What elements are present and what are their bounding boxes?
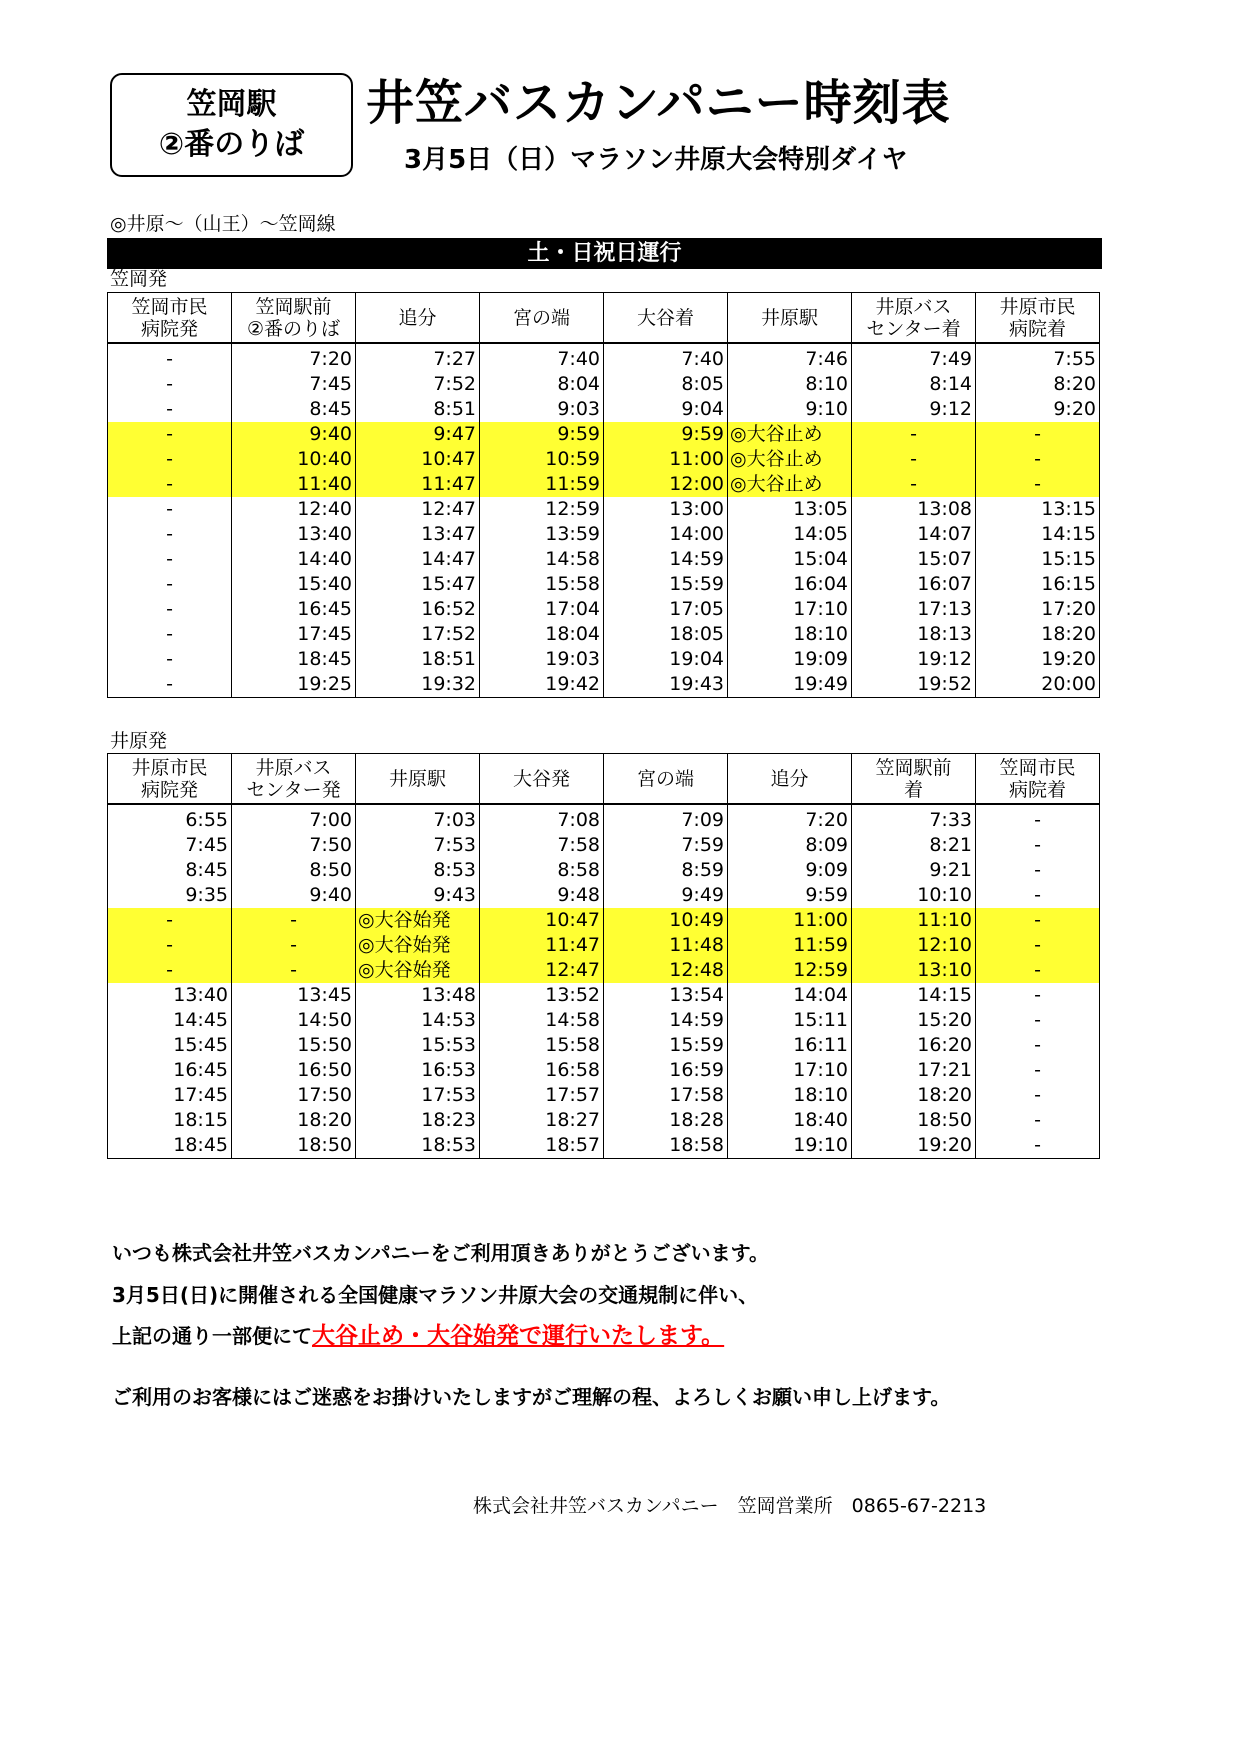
table-cell: 15:15 — [976, 547, 1100, 572]
table-cell: 18:28 — [604, 1108, 728, 1133]
table-cell: 7:46 — [728, 343, 852, 372]
column-header: 宮の端 — [604, 754, 728, 805]
table-cell: ◎大谷始発 — [356, 908, 480, 933]
table-cell: 14:45 — [108, 1008, 232, 1033]
table-cell: - — [108, 522, 232, 547]
notice-line-3 — [112, 1322, 724, 1350]
table-cell: 18:23 — [356, 1108, 480, 1133]
table-cell: 11:48 — [604, 933, 728, 958]
column-header: 井原市民 病院着 — [976, 293, 1100, 344]
table-cell: 10:10 — [852, 883, 976, 908]
table-cell: 16:53 — [356, 1058, 480, 1083]
table-cell: - — [976, 858, 1100, 883]
table-cell: - — [976, 1058, 1100, 1083]
table-cell: 18:15 — [108, 1108, 232, 1133]
table-cell: - — [976, 933, 1100, 958]
table-cell: 11:59 — [480, 472, 604, 497]
table-cell: 17:45 — [232, 622, 356, 647]
table-cell: 8:10 — [728, 372, 852, 397]
table-cell: - — [232, 958, 356, 983]
table-cell: 13:40 — [232, 522, 356, 547]
table-row — [108, 672, 1100, 698]
table-cell: 9:47 — [356, 422, 480, 447]
table-cell: 9:03 — [480, 397, 604, 422]
table-cell: 6:55 — [108, 804, 232, 833]
table-cell: 14:04 — [728, 983, 852, 1008]
table-cell: 16:07 — [852, 572, 976, 597]
table-cell: 15:40 — [232, 572, 356, 597]
ibara-direction-label: 井原発 — [110, 730, 168, 752]
table-cell: 18:20 — [852, 1083, 976, 1108]
table-cell: - — [108, 343, 232, 372]
table-cell: 15:45 — [108, 1033, 232, 1058]
table-cell: - — [108, 572, 232, 597]
table-cell: 16:11 — [728, 1033, 852, 1058]
table-cell: 16:45 — [108, 1058, 232, 1083]
table-cell: 12:10 — [852, 933, 976, 958]
table-cell: 18:53 — [356, 1133, 480, 1159]
table-cell: 16:58 — [480, 1058, 604, 1083]
column-header: 井原バス センター着 — [852, 293, 976, 344]
table-cell: - — [976, 908, 1100, 933]
table-cell: - — [108, 497, 232, 522]
table-row — [108, 522, 1100, 547]
table-cell: 16:50 — [232, 1058, 356, 1083]
table-cell: 15:04 — [728, 547, 852, 572]
table-row — [108, 908, 1100, 933]
table-cell: 12:40 — [232, 497, 356, 522]
table-cell: - — [976, 804, 1100, 833]
table-cell: 15:47 — [356, 572, 480, 597]
table-cell: 17:57 — [480, 1083, 604, 1108]
ibara-timetable — [107, 753, 1100, 1159]
table-cell: 18:51 — [356, 647, 480, 672]
table-cell: 8:09 — [728, 833, 852, 858]
table-cell: - — [852, 447, 976, 472]
table-cell: ◎大谷止め — [728, 422, 852, 447]
table-cell: 7:53 — [356, 833, 480, 858]
table-cell: - — [232, 908, 356, 933]
table-cell: 17:50 — [232, 1083, 356, 1108]
column-header: 笠岡市民 病院発 — [108, 293, 232, 344]
column-header: 追分 — [728, 754, 852, 805]
table-cell: 11:00 — [728, 908, 852, 933]
table-cell: 17:10 — [728, 597, 852, 622]
table-cell: ◎大谷止め — [728, 447, 852, 472]
table-cell: - — [232, 933, 356, 958]
table-cell: 17:58 — [604, 1083, 728, 1108]
table-cell: 7:20 — [232, 343, 356, 372]
table-row — [108, 1108, 1100, 1133]
column-header: 大谷着 — [604, 293, 728, 344]
table-cell: 7:50 — [232, 833, 356, 858]
table-cell: 16:20 — [852, 1033, 976, 1058]
table-cell: 14:47 — [356, 547, 480, 572]
table-cell: ◎大谷止め — [728, 472, 852, 497]
table-cell: 13:40 — [108, 983, 232, 1008]
table-cell: 18:57 — [480, 1133, 604, 1159]
table-cell: - — [852, 472, 976, 497]
notice-line-1: いつも株式会社井笠バスカンパニーをご利用頂きありがとうございます。 — [112, 1241, 769, 1265]
notice-line-3-prefix: 上記の通り一部便にて — [112, 1324, 312, 1348]
table-cell: 18:04 — [480, 622, 604, 647]
table-row — [108, 804, 1100, 833]
table-cell: 18:20 — [976, 622, 1100, 647]
table-cell: 7:00 — [232, 804, 356, 833]
table-cell: 19:43 — [604, 672, 728, 698]
table-cell: 18:58 — [604, 1133, 728, 1159]
table-cell: - — [108, 547, 232, 572]
table-cell: 20:00 — [976, 672, 1100, 698]
table-cell: 8:59 — [604, 858, 728, 883]
table-cell: 9:20 — [976, 397, 1100, 422]
table-cell: - — [976, 958, 1100, 983]
table-row — [108, 833, 1100, 858]
table-cell: 19:04 — [604, 647, 728, 672]
table-cell: 17:45 — [108, 1083, 232, 1108]
table-cell: ◎大谷始発 — [356, 933, 480, 958]
table-cell: 7:40 — [480, 343, 604, 372]
table-cell: - — [108, 372, 232, 397]
table-cell: 8:21 — [852, 833, 976, 858]
table-row — [108, 1058, 1100, 1083]
table-cell: 16:15 — [976, 572, 1100, 597]
service-day-bar: 土・日祝日運行 — [107, 238, 1102, 269]
table-cell: 10:49 — [604, 908, 728, 933]
table-row — [108, 472, 1100, 497]
table-cell: 8:58 — [480, 858, 604, 883]
table-row — [108, 622, 1100, 647]
table-cell: 15:58 — [480, 572, 604, 597]
table-row — [108, 422, 1100, 447]
table-cell: 7:58 — [480, 833, 604, 858]
table-cell: 15:53 — [356, 1033, 480, 1058]
table-cell: 8:20 — [976, 372, 1100, 397]
table-cell: 18:13 — [852, 622, 976, 647]
column-header: 笠岡駅前 着 — [852, 754, 976, 805]
table-cell: 19:25 — [232, 672, 356, 698]
table-cell: 19:20 — [852, 1133, 976, 1159]
table-cell: 17:53 — [356, 1083, 480, 1108]
table-cell: 14:58 — [480, 547, 604, 572]
table-cell: - — [852, 422, 976, 447]
table-cell: 19:03 — [480, 647, 604, 672]
table-cell: 18:20 — [232, 1108, 356, 1133]
table-row — [108, 497, 1100, 522]
table-row — [108, 572, 1100, 597]
table-cell: 8:45 — [232, 397, 356, 422]
table-cell: 17:52 — [356, 622, 480, 647]
table-cell: 17:21 — [852, 1058, 976, 1083]
table-cell: 10:59 — [480, 447, 604, 472]
header-row — [108, 293, 1100, 344]
table-row — [108, 647, 1100, 672]
kasaoka-direction-label: 笠岡発 — [110, 268, 168, 290]
table-cell: 9:49 — [604, 883, 728, 908]
table-cell: 13:59 — [480, 522, 604, 547]
table-cell: 9:59 — [728, 883, 852, 908]
table-cell: 18:45 — [232, 647, 356, 672]
table-cell: 14:15 — [976, 522, 1100, 547]
table-cell: 7:59 — [604, 833, 728, 858]
page-subtitle: 3月5日（日）マラソン井原大会特別ダイヤ — [404, 145, 908, 175]
column-header: 井原駅 — [728, 293, 852, 344]
table-cell: 16:52 — [356, 597, 480, 622]
table-cell: 7:27 — [356, 343, 480, 372]
column-header: 井原市民 病院発 — [108, 754, 232, 805]
table-cell: 19:32 — [356, 672, 480, 698]
table-cell: 15:59 — [604, 1033, 728, 1058]
stop-name: 笠岡駅 — [186, 87, 277, 122]
table-cell: - — [108, 597, 232, 622]
table-cell: 8:04 — [480, 372, 604, 397]
table-cell: 19:10 — [728, 1133, 852, 1159]
table-cell: 9:04 — [604, 397, 728, 422]
table-cell: 15:59 — [604, 572, 728, 597]
table-cell: 19:52 — [852, 672, 976, 698]
table-cell: 18:50 — [232, 1133, 356, 1159]
header-row — [108, 754, 1100, 805]
table-cell: 19:49 — [728, 672, 852, 698]
table-row — [108, 597, 1100, 622]
route-name: ◎井原～（山王）～笠岡線 — [110, 213, 336, 235]
table-cell: 9:40 — [232, 883, 356, 908]
table-cell: 7:49 — [852, 343, 976, 372]
notice-line-2: 3月5日(日)に開催される全国健康マラソン井原大会の交通規制に伴い、 — [112, 1283, 759, 1307]
table-cell: 9:43 — [356, 883, 480, 908]
table-cell: 12:59 — [480, 497, 604, 522]
platform-number: ②番のりば — [158, 127, 305, 162]
table-cell: 8:45 — [108, 858, 232, 883]
table-cell: - — [108, 958, 232, 983]
table-cell: 14:05 — [728, 522, 852, 547]
table-cell: 14:07 — [852, 522, 976, 547]
table-cell: 16:04 — [728, 572, 852, 597]
table-cell: - — [108, 647, 232, 672]
table-cell: - — [976, 1033, 1100, 1058]
table-cell: 14:59 — [604, 1008, 728, 1033]
table-row — [108, 883, 1100, 908]
table-cell: - — [976, 422, 1100, 447]
table-cell: 16:45 — [232, 597, 356, 622]
table-cell: 10:47 — [480, 908, 604, 933]
table-row — [108, 983, 1100, 1008]
table-row — [108, 547, 1100, 572]
table-cell: 15:58 — [480, 1033, 604, 1058]
table-cell: 7:52 — [356, 372, 480, 397]
table-cell: 8:05 — [604, 372, 728, 397]
table-cell: 17:05 — [604, 597, 728, 622]
table-cell: 13:00 — [604, 497, 728, 522]
table-cell: - — [976, 833, 1100, 858]
table-cell: 15:50 — [232, 1033, 356, 1058]
table-cell: 14:15 — [852, 983, 976, 1008]
table-cell: 10:47 — [356, 447, 480, 472]
table-cell: 12:59 — [728, 958, 852, 983]
table-cell: 18:50 — [852, 1108, 976, 1133]
table-cell: 7:33 — [852, 804, 976, 833]
table-cell: 9:59 — [604, 422, 728, 447]
table-cell: 14:00 — [604, 522, 728, 547]
kasaoka-timetable — [107, 292, 1100, 698]
table-cell: 11:59 — [728, 933, 852, 958]
table-cell: 13:10 — [852, 958, 976, 983]
table-cell: 12:47 — [480, 958, 604, 983]
notice-highlight-text: 大谷止め・大谷始発で運行いたします。 — [312, 1323, 725, 1349]
table-cell: 12:47 — [356, 497, 480, 522]
table-cell: 8:53 — [356, 858, 480, 883]
table-cell: 16:59 — [604, 1058, 728, 1083]
table-cell: 11:47 — [480, 933, 604, 958]
table-cell: 11:10 — [852, 908, 976, 933]
table-cell: 7:45 — [232, 372, 356, 397]
table-cell: 18:10 — [728, 1083, 852, 1108]
table-cell: 13:52 — [480, 983, 604, 1008]
table-cell: 7:08 — [480, 804, 604, 833]
page-title: 井笠バスカンパニー時刻表 — [366, 75, 951, 131]
column-header: 井原駅 — [356, 754, 480, 805]
table-row — [108, 1133, 1100, 1159]
table-cell: 18:10 — [728, 622, 852, 647]
table-row — [108, 1033, 1100, 1058]
table-cell: - — [976, 1008, 1100, 1033]
table-row — [108, 372, 1100, 397]
column-header: 宮の端 — [480, 293, 604, 344]
table-cell: 17:20 — [976, 597, 1100, 622]
table-cell: 7:55 — [976, 343, 1100, 372]
table-cell: 7:03 — [356, 804, 480, 833]
table-cell: - — [976, 1108, 1100, 1133]
table-cell: 9:12 — [852, 397, 976, 422]
table-cell: 7:20 — [728, 804, 852, 833]
table-cell: 18:27 — [480, 1108, 604, 1133]
table-cell: 14:50 — [232, 1008, 356, 1033]
company-contact-footer: 株式会社井笠バスカンパニー 笠岡営業所 0865-67-2213 — [473, 1495, 987, 1517]
table-cell: 11:40 — [232, 472, 356, 497]
notice-line-4: ご利用のお客様にはご迷惑をお掛けいたしますがご理解の程、よろしくお願い申し上げます。 — [112, 1385, 951, 1409]
table-cell: - — [108, 447, 232, 472]
table-cell: - — [108, 672, 232, 698]
table-row — [108, 958, 1100, 983]
table-cell: 19:12 — [852, 647, 976, 672]
table-cell: 17:10 — [728, 1058, 852, 1083]
table-cell: 8:14 — [852, 372, 976, 397]
table-cell: - — [976, 983, 1100, 1008]
table-cell: - — [976, 447, 1100, 472]
column-header: 大谷発 — [480, 754, 604, 805]
table-cell: 7:45 — [108, 833, 232, 858]
table-cell: 14:53 — [356, 1008, 480, 1033]
table-cell: 13:48 — [356, 983, 480, 1008]
table-cell: 15:20 — [852, 1008, 976, 1033]
table-row — [108, 858, 1100, 883]
table-cell: 11:47 — [356, 472, 480, 497]
table-cell: - — [976, 1083, 1100, 1108]
table-cell: 14:58 — [480, 1008, 604, 1033]
table-row — [108, 933, 1100, 958]
table-row — [108, 343, 1100, 372]
table-cell: 13:05 — [728, 497, 852, 522]
table-cell: - — [976, 883, 1100, 908]
table-cell: 14:40 — [232, 547, 356, 572]
table-cell: 14:59 — [604, 547, 728, 572]
table-cell: 12:00 — [604, 472, 728, 497]
table-cell: 8:50 — [232, 858, 356, 883]
table-cell: ◎大谷始発 — [356, 958, 480, 983]
table-cell: 13:47 — [356, 522, 480, 547]
table-cell: 18:40 — [728, 1108, 852, 1133]
column-header: 笠岡市民 病院着 — [976, 754, 1100, 805]
table-cell: 18:05 — [604, 622, 728, 647]
table-cell: 9:48 — [480, 883, 604, 908]
table-cell: 7:40 — [604, 343, 728, 372]
table-cell: 10:40 — [232, 447, 356, 472]
table-row — [108, 1008, 1100, 1033]
table-cell: 13:15 — [976, 497, 1100, 522]
table-cell: 19:09 — [728, 647, 852, 672]
table-cell: 12:48 — [604, 958, 728, 983]
table-cell: 9:59 — [480, 422, 604, 447]
table-cell: 17:04 — [480, 597, 604, 622]
table-row — [108, 1083, 1100, 1108]
column-header: 井原バス センター発 — [232, 754, 356, 805]
table-row — [108, 397, 1100, 422]
table-row — [108, 447, 1100, 472]
table-cell: - — [976, 472, 1100, 497]
table-cell: - — [108, 422, 232, 447]
table-cell: 13:45 — [232, 983, 356, 1008]
table-cell: - — [108, 933, 232, 958]
table-cell: - — [976, 1133, 1100, 1159]
table-cell: 15:07 — [852, 547, 976, 572]
table-cell: 9:21 — [852, 858, 976, 883]
table-cell: 19:20 — [976, 647, 1100, 672]
column-header: 笠岡駅前 ②番のりば — [232, 293, 356, 344]
table-cell: - — [108, 908, 232, 933]
table-cell: 9:10 — [728, 397, 852, 422]
table-cell: 8:51 — [356, 397, 480, 422]
table-cell: 19:42 — [480, 672, 604, 698]
table-cell: 17:13 — [852, 597, 976, 622]
column-header: 追分 — [356, 293, 480, 344]
table-cell: - — [108, 397, 232, 422]
table-cell: - — [108, 622, 232, 647]
table-cell: 15:11 — [728, 1008, 852, 1033]
table-cell: - — [108, 472, 232, 497]
table-cell: 13:08 — [852, 497, 976, 522]
boarding-stop-box — [110, 73, 353, 177]
table-cell: 13:54 — [604, 983, 728, 1008]
table-cell: 11:00 — [604, 447, 728, 472]
table-cell: 18:45 — [108, 1133, 232, 1159]
table-cell: 9:09 — [728, 858, 852, 883]
table-cell: 7:09 — [604, 804, 728, 833]
table-cell: 9:40 — [232, 422, 356, 447]
table-cell: 9:35 — [108, 883, 232, 908]
